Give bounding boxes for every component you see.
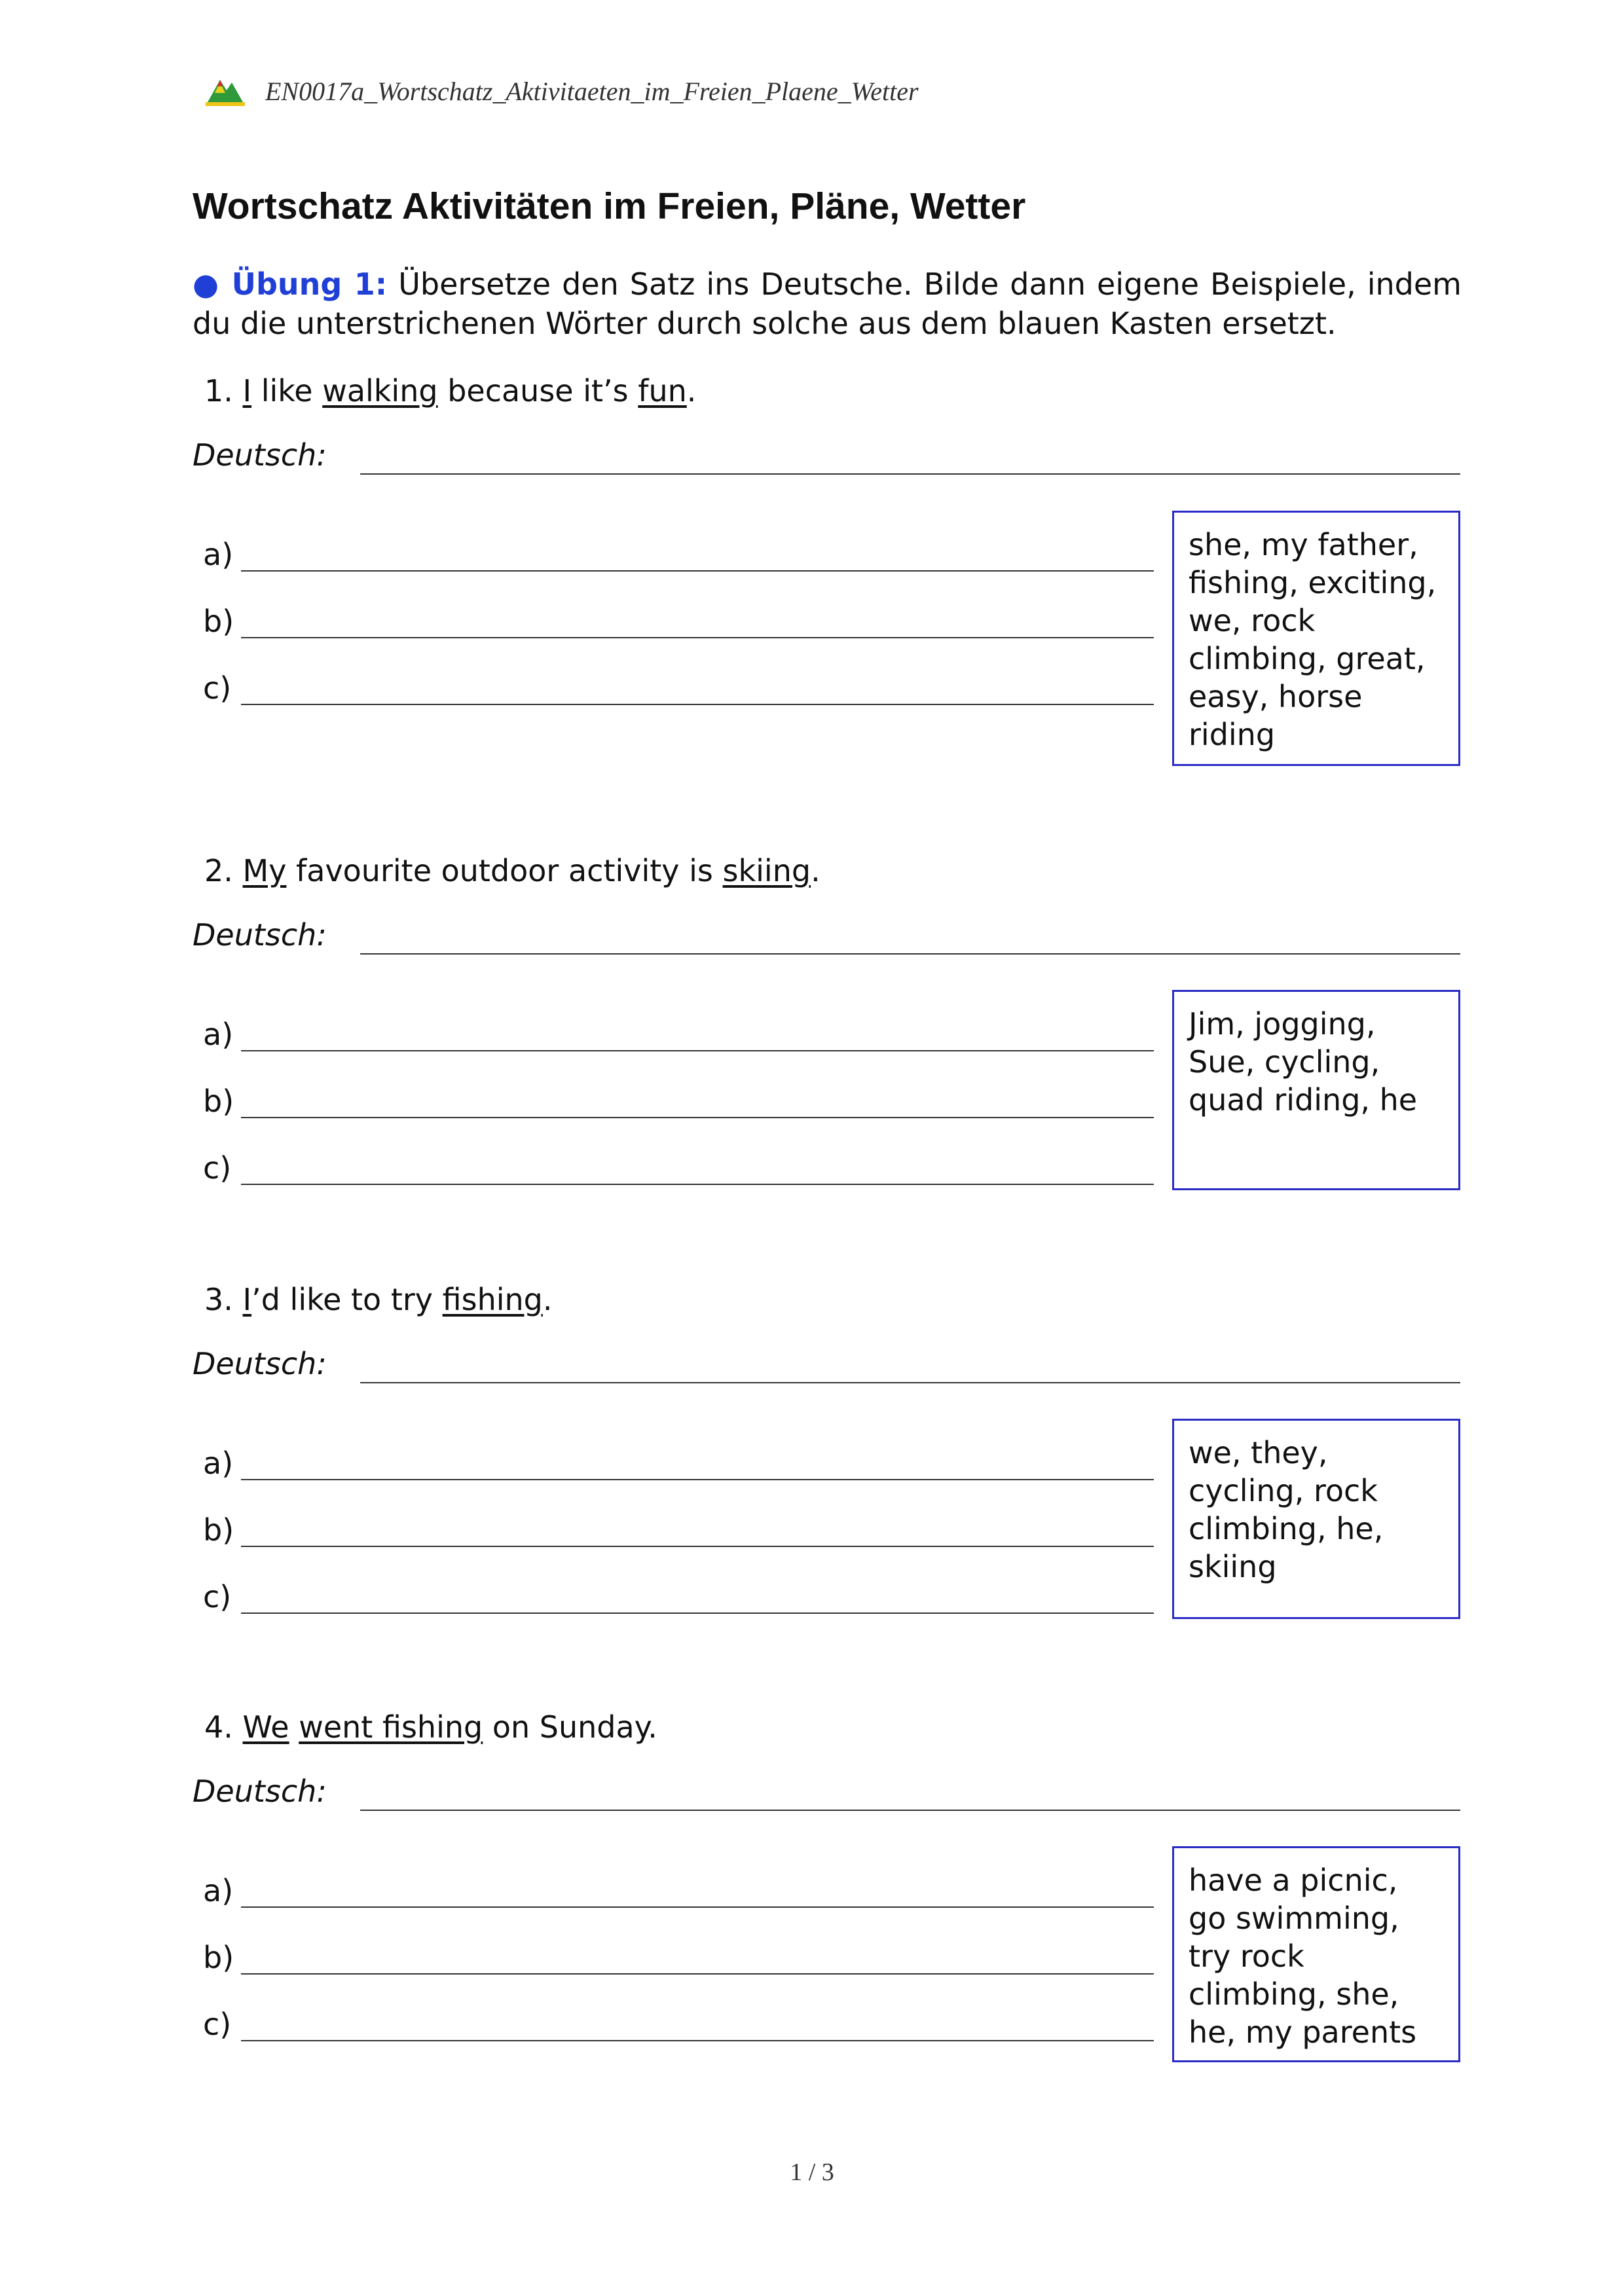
deutsch-answer-line[interactable] <box>360 1382 1460 1383</box>
vocabulary-box: Jim, jogging, Sue, cycling, quad riding, he <box>1172 990 1460 1190</box>
deutsch-answer-line[interactable] <box>360 953 1460 955</box>
underlined-word: fishing <box>442 1282 543 1317</box>
deutsch-label: Deutsch: <box>193 1346 327 1381</box>
sentence-text: ’d like to try <box>251 1282 443 1317</box>
exercise-number: 4. <box>204 1709 233 1745</box>
exercise-number: 3. <box>204 1282 233 1317</box>
sentence-text <box>289 1709 299 1745</box>
page-number: 1 / 3 <box>790 2159 834 2186</box>
answer-label-b: b) <box>203 604 234 639</box>
deutsch-label: Deutsch: <box>193 1774 327 1809</box>
sentence-text: . <box>686 373 697 409</box>
answer-line-c[interactable] <box>241 704 1154 705</box>
answer-label-b: b) <box>203 1084 234 1119</box>
answer-line-a[interactable] <box>241 1050 1154 1051</box>
exercise-number: 2. <box>204 853 233 888</box>
exercise-instructions <box>193 264 1462 343</box>
answer-label-c: c) <box>203 1150 232 1186</box>
underlined-word: I <box>242 1282 252 1317</box>
exercise-sentence-2 <box>204 851 821 890</box>
sentence-text: like <box>251 373 323 409</box>
deutsch-label: Deutsch: <box>193 917 327 953</box>
answer-label-a: a) <box>203 1873 234 1908</box>
answer-line-b[interactable] <box>241 1117 1154 1118</box>
answer-line-b[interactable] <box>241 637 1154 638</box>
sentence-text: on Sunday. <box>483 1709 657 1745</box>
answer-line-a[interactable] <box>241 1906 1154 1908</box>
answer-label-b: b) <box>203 1512 234 1548</box>
mountain-logo-icon <box>204 73 246 107</box>
page-title: Wortschatz Aktivitäten im Freien, Pläne, Wetter <box>193 185 1026 227</box>
bullet-icon: ● <box>193 266 221 302</box>
deutsch-label: Deutsch: <box>193 437 327 473</box>
answer-line-b[interactable] <box>241 1546 1154 1547</box>
answer-label-c: c) <box>203 1579 232 1614</box>
answer-label-a: a) <box>203 1017 234 1052</box>
exercise-label: Übung 1: <box>231 266 388 302</box>
underlined-word: My <box>242 853 287 888</box>
exercise-sentence-1 <box>204 371 696 410</box>
answer-line-c[interactable] <box>241 1613 1154 1614</box>
answer-line-c[interactable] <box>241 2040 1154 2041</box>
answer-label-a: a) <box>203 1446 234 1481</box>
vocabulary-box: we, they, cycling, rock climbing, he, skiing <box>1172 1419 1460 1619</box>
answer-label-b: b) <box>203 1940 234 1975</box>
deutsch-answer-line[interactable] <box>360 473 1460 475</box>
sentence-text: favourite outdoor activity is <box>286 853 723 888</box>
header-filename: EN0017a_Wortschatz_Aktivitaeten_im_Freien_Plaene_Wetter <box>265 77 919 106</box>
answer-label-a: a) <box>203 537 234 572</box>
answer-line-a[interactable] <box>241 570 1154 572</box>
answer-line-b[interactable] <box>241 1973 1154 1975</box>
underlined-word: walking <box>322 373 438 409</box>
exercise-sentence-3 <box>204 1280 552 1319</box>
deutsch-answer-line[interactable] <box>360 1810 1460 1811</box>
vocabulary-box: she, my father, fishing, exciting, we, rock climbing, great, easy, horse riding <box>1172 511 1460 766</box>
underlined-word: skiing <box>722 853 811 888</box>
answer-line-c[interactable] <box>241 1184 1154 1185</box>
answer-label-c: c) <box>203 670 232 706</box>
sentence-text: because it’s <box>437 373 638 409</box>
exercise-number: 1. <box>204 373 233 409</box>
answer-line-a[interactable] <box>241 1479 1154 1480</box>
underlined-word: fun <box>638 373 687 409</box>
vocabulary-box: have a picnic, go swimming, try rock climbing, she, he, my parents <box>1172 1846 1460 2062</box>
answer-label-c: c) <box>203 2007 232 2042</box>
exercise-sentence-4 <box>204 1707 657 1747</box>
sentence-text: . <box>542 1282 553 1317</box>
underlined-word: I <box>242 373 252 409</box>
exercise-instructions-text: Übersetze den Satz ins Deutsche. Bilde dann eigene Beispiele, indem du die unterstrichenen Wörter durch solche aus dem blauen Kasten ersetzt. <box>193 266 1462 341</box>
sentence-text: . <box>811 853 821 888</box>
underlined-word: went fishing <box>299 1709 483 1745</box>
underlined-word: We <box>242 1709 289 1745</box>
